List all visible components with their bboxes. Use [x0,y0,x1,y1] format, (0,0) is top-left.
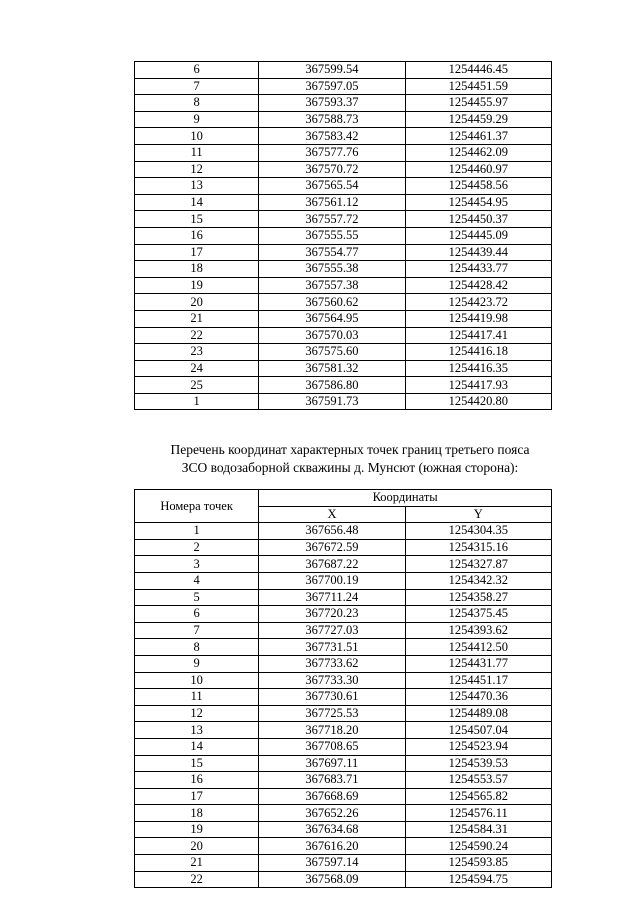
y-coordinate-cell: 1254594.75 [405,871,551,888]
x-coordinate-cell: 367697.11 [259,755,405,772]
table-row [135,244,552,261]
point-number-cell: 18 [135,805,259,822]
table-row [135,855,552,872]
y-coordinate-cell: 1254451.59 [405,78,551,95]
x-coordinate-cell: 367575.60 [259,344,405,361]
x-coordinate-cell: 367555.55 [259,227,405,244]
y-coordinate-cell: 1254553.57 [405,772,551,789]
table-row [135,655,552,672]
y-coordinate-cell: 1254489.08 [405,705,551,722]
y-coordinate-cell: 1254446.45 [405,62,551,79]
x-coordinate-cell: 367733.62 [259,655,405,672]
x-coordinate-cell: 367586.80 [259,377,405,394]
x-coordinate-cell: 367634.68 [259,821,405,838]
x-coordinate-cell: 367731.51 [259,639,405,656]
y-coordinate-cell: 1254315.16 [405,539,551,556]
y-coordinate-cell: 1254423.72 [405,294,551,311]
x-coordinate-cell: 367597.05 [259,78,405,95]
x-coordinate-cell: 367561.12 [259,194,405,211]
point-number-cell: 17 [135,244,259,261]
y-coordinate-cell: 1254393.62 [405,622,551,639]
y-coordinate-cell: 1254523.94 [405,738,551,755]
y-coordinate-cell: 1254590.24 [405,838,551,855]
y-coordinate-cell: 1254584.31 [405,821,551,838]
point-number-cell: 13 [135,722,259,739]
table-row [135,144,552,161]
table-row [135,689,552,706]
x-coordinate-cell: 367581.32 [259,360,405,377]
y-coordinate-cell: 1254593.85 [405,855,551,872]
table-row [135,755,552,772]
y-coordinate-cell: 1254565.82 [405,788,551,805]
y-coordinate-cell: 1254451.17 [405,672,551,689]
x-coordinate-cell: 367687.22 [259,556,405,573]
point-number-cell: 10 [135,128,259,145]
point-number-cell: 20 [135,838,259,855]
point-number-cell: 14 [135,194,259,211]
x-coordinate-cell: 367672.59 [259,539,405,556]
point-number-cell: 15 [135,211,259,228]
x-coordinate-cell: 367708.65 [259,738,405,755]
x-coordinate-cell: 367555.38 [259,261,405,278]
point-number-cell: 6 [135,606,259,623]
table-row [135,523,552,540]
y-coordinate-cell: 1254450.37 [405,211,551,228]
table-row [135,261,552,278]
coordinates-table-continued [134,61,552,410]
table-row [135,821,552,838]
table-row [135,178,552,195]
y-coordinate-cell: 1254358.27 [405,589,551,606]
x-coordinate-cell: 367718.20 [259,722,405,739]
table-row [135,539,552,556]
x-coordinate-cell: 367568.09 [259,871,405,888]
y-coordinate-cell: 1254460.97 [405,161,551,178]
point-number-cell: 12 [135,705,259,722]
table-row [135,111,552,128]
table-header [135,490,552,523]
y-coordinate-cell: 1254417.41 [405,327,551,344]
point-number-cell: 5 [135,589,259,606]
x-coordinate-cell: 367668.69 [259,788,405,805]
y-coordinate-cell: 1254431.77 [405,655,551,672]
y-coordinate-cell: 1254455.97 [405,95,551,112]
x-coordinate-cell: 367570.03 [259,327,405,344]
point-number-cell: 24 [135,360,259,377]
table-row [135,805,552,822]
y-coordinate-cell: 1254375.45 [405,606,551,623]
point-number-cell: 22 [135,327,259,344]
point-number-cell: 1 [135,393,259,410]
y-coordinate-cell: 1254412.50 [405,639,551,656]
point-number-cell: 1 [135,523,259,540]
y-coordinate-cell: 1254539.53 [405,755,551,772]
y-coordinate-cell: 1254428.42 [405,277,551,294]
table-row [135,194,552,211]
x-coordinate-cell: 367725.53 [259,705,405,722]
table-caption [140,441,560,477]
point-number-cell: 21 [135,310,259,327]
coordinates-table-south [134,489,552,888]
table-row [135,639,552,656]
table-row [135,377,552,394]
y-coordinate-cell: 1254461.37 [405,128,551,145]
header-y: Y [405,506,551,523]
point-number-cell: 6 [135,62,259,79]
x-coordinate-cell: 367599.54 [259,62,405,79]
header-x: X [259,506,405,523]
table-row [135,294,552,311]
point-number-cell: 4 [135,572,259,589]
point-number-cell: 9 [135,111,259,128]
y-coordinate-cell: 1254445.09 [405,227,551,244]
y-coordinate-cell: 1254342.32 [405,572,551,589]
x-coordinate-cell: 367588.73 [259,111,405,128]
point-number-cell: 18 [135,261,259,278]
point-number-cell: 13 [135,178,259,195]
point-number-cell: 22 [135,871,259,888]
table-row [135,327,552,344]
table-row [135,788,552,805]
point-number-cell: 15 [135,755,259,772]
x-coordinate-cell: 367557.38 [259,277,405,294]
y-coordinate-cell: 1254439.44 [405,244,551,261]
point-number-cell: 25 [135,377,259,394]
table-row [135,589,552,606]
y-coordinate-cell: 1254327.87 [405,556,551,573]
y-coordinate-cell: 1254417.93 [405,377,551,394]
x-coordinate-cell: 367616.20 [259,838,405,855]
x-coordinate-cell: 367570.72 [259,161,405,178]
table-row [135,161,552,178]
table-row [135,556,552,573]
point-number-cell: 7 [135,78,259,95]
point-number-cell: 10 [135,672,259,689]
table-row [135,360,552,377]
x-coordinate-cell: 367557.72 [259,211,405,228]
table-row [135,722,552,739]
point-number-cell: 2 [135,539,259,556]
point-number-cell: 9 [135,655,259,672]
point-number-cell: 23 [135,344,259,361]
table-row [135,622,552,639]
x-coordinate-cell: 367656.48 [259,523,405,540]
x-coordinate-cell: 367591.73 [259,393,405,410]
table-body [135,523,552,888]
x-coordinate-cell: 367577.76 [259,144,405,161]
point-number-cell: 8 [135,639,259,656]
point-number-cell: 8 [135,95,259,112]
y-coordinate-cell: 1254470.36 [405,689,551,706]
x-coordinate-cell: 367560.62 [259,294,405,311]
table-row [135,62,552,79]
table-row [135,871,552,888]
x-coordinate-cell: 367733.30 [259,672,405,689]
x-coordinate-cell: 367593.37 [259,95,405,112]
y-coordinate-cell: 1254459.29 [405,111,551,128]
x-coordinate-cell: 367720.23 [259,606,405,623]
point-number-cell: 21 [135,855,259,872]
y-coordinate-cell: 1254416.35 [405,360,551,377]
table-row [135,344,552,361]
table-row [135,572,552,589]
table-row [135,705,552,722]
point-number-cell: 19 [135,821,259,838]
point-number-cell: 16 [135,772,259,789]
point-number-cell: 14 [135,738,259,755]
y-coordinate-cell: 1254576.11 [405,805,551,822]
x-coordinate-cell: 367683.71 [259,772,405,789]
point-number-cell: 20 [135,294,259,311]
x-coordinate-cell: 367700.19 [259,572,405,589]
x-coordinate-cell: 367565.54 [259,178,405,195]
y-coordinate-cell: 1254507.04 [405,722,551,739]
table-row [135,393,552,410]
point-number-cell: 16 [135,227,259,244]
x-coordinate-cell: 367554.77 [259,244,405,261]
header-coordinates: Координаты [259,490,552,507]
table-row [135,838,552,855]
y-coordinate-cell: 1254416.18 [405,344,551,361]
x-coordinate-cell: 367597.14 [259,855,405,872]
table-row [135,227,552,244]
x-coordinate-cell: 367727.03 [259,622,405,639]
table-row [135,277,552,294]
point-number-cell: 11 [135,689,259,706]
table-row [135,211,552,228]
caption-line-2: ЗСО водозаборной скважины д. Мунсют (южная сторона): [181,460,519,475]
table-row [135,672,552,689]
table-row [135,95,552,112]
point-number-cell: 7 [135,622,259,639]
table-row [135,310,552,327]
header-point-numbers: Номера точек [135,490,259,523]
y-coordinate-cell: 1254462.09 [405,144,551,161]
y-coordinate-cell: 1254420.80 [405,393,551,410]
x-coordinate-cell: 367652.26 [259,805,405,822]
x-coordinate-cell: 367583.42 [259,128,405,145]
y-coordinate-cell: 1254433.77 [405,261,551,278]
table-row [135,606,552,623]
table-row [135,738,552,755]
table-row [135,772,552,789]
table-row [135,128,552,145]
x-coordinate-cell: 367711.24 [259,589,405,606]
point-number-cell: 3 [135,556,259,573]
point-number-cell: 17 [135,788,259,805]
point-number-cell: 12 [135,161,259,178]
x-coordinate-cell: 367564.95 [259,310,405,327]
y-coordinate-cell: 1254419.98 [405,310,551,327]
point-number-cell: 19 [135,277,259,294]
table-body [135,62,552,410]
x-coordinate-cell: 367730.61 [259,689,405,706]
table-row [135,78,552,95]
y-coordinate-cell: 1254304.35 [405,523,551,540]
point-number-cell: 11 [135,144,259,161]
y-coordinate-cell: 1254454.95 [405,194,551,211]
y-coordinate-cell: 1254458.56 [405,178,551,195]
caption-line-1: Перечень координат характерных точек границ третьего пояса [170,442,530,457]
